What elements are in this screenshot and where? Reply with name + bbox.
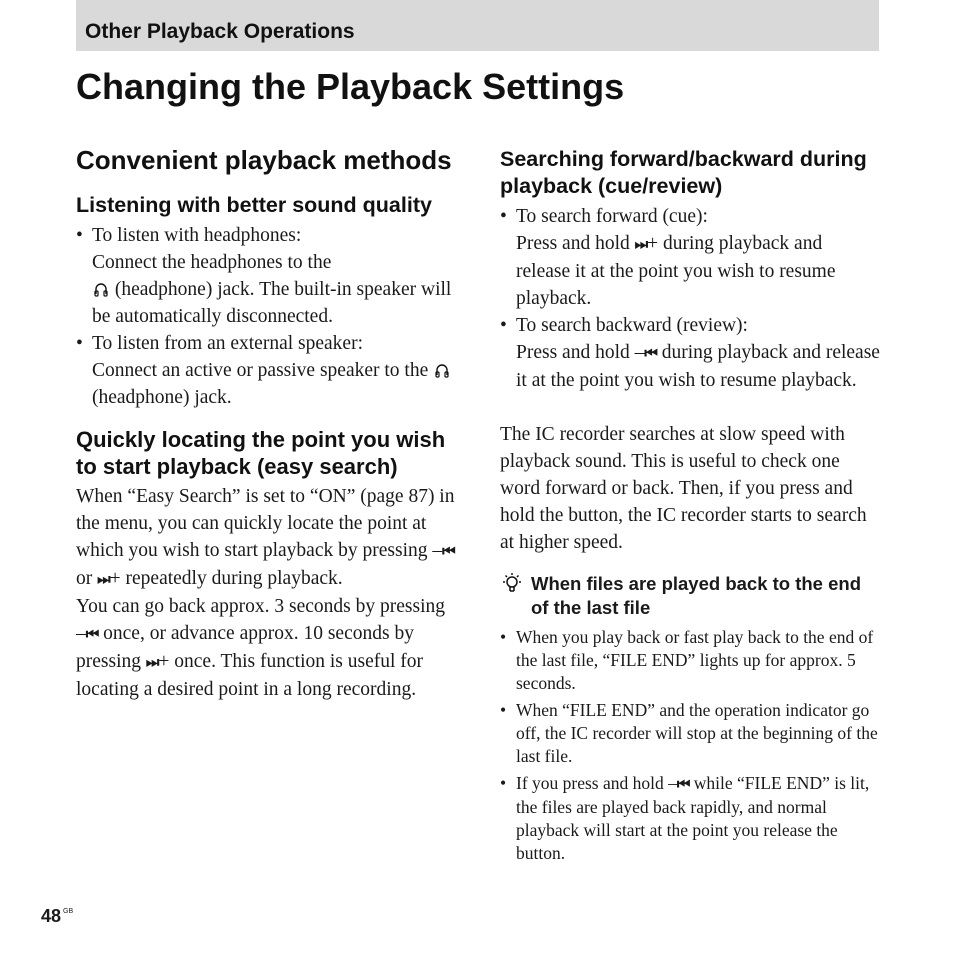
tip-box bbox=[500, 572, 880, 865]
easy-search-paragraph-1: When “Easy Search” is set to “ON” (page 87) in the menu, you can quickly locate the point at which you wish to start playback by pressing –⏮ or ⏭+ repeatedly during playback. bbox=[76, 486, 455, 589]
easy-search-paragraph-2: You can go back approx. 3 seconds by pressing –⏮ once, or advance approx. 10 seconds by pressing ⏭+ once. This function is useful for locating a desired point in a long recording. bbox=[76, 596, 446, 700]
search-speed-paragraph: The IC recorder searches at slow speed with playback sound. This is useful to check one word forward or back. Then, if you press and hold the button, the IC recorder starts to search at higher speed. bbox=[500, 424, 867, 553]
next-track-icon: ⏭ bbox=[97, 570, 110, 588]
subheading-sound-quality: Listening with better sound quality bbox=[76, 193, 432, 217]
tip-heading: When files are played back to the end of the last file bbox=[531, 573, 862, 618]
section-header: Other Playback Operations bbox=[85, 20, 355, 43]
page-title: Changing the Playback Settings bbox=[76, 66, 625, 107]
headphone-icon bbox=[435, 362, 449, 378]
list-item: • To listen with headphones: Connect the headphones to the (headphone) jack. The built-in speaker will be automatically disconnected. bbox=[76, 222, 456, 330]
subheading-easy-search: Quickly locating the point you wish to start playback (easy search) bbox=[76, 427, 446, 479]
list-item: • When you play back or fast play back to the end of the last file, “FILE END” lights up for approx. 5 seconds. bbox=[500, 626, 880, 695]
section-heading-convenient: Convenient playback methods bbox=[76, 145, 452, 175]
list-item: • To listen from an external speaker: Connect an active or passive speaker to the (headphone) jack. bbox=[76, 330, 456, 411]
prev-track-icon: ⏮ bbox=[644, 344, 657, 362]
tip-list bbox=[500, 626, 880, 865]
section-header-band bbox=[76, 0, 879, 51]
next-track-icon: ⏭ bbox=[145, 653, 159, 671]
prev-track-icon: ⏮ bbox=[442, 542, 455, 560]
lightbulb-hint-icon bbox=[500, 572, 524, 596]
left-column bbox=[76, 146, 456, 703]
sound-quality-list bbox=[76, 222, 456, 411]
region-code: GB bbox=[63, 908, 74, 915]
subheading-cue-review: Searching forward/backward during playback (cue/review) bbox=[500, 147, 867, 198]
right-column bbox=[500, 146, 880, 869]
page-number: 48 $^{GB}$ bbox=[41, 906, 74, 926]
list-item: • If you press and hold –⏮ while “FILE END” is lit, the files are played back rapidly, and normal playback will start at the point you release the button. bbox=[500, 772, 880, 865]
prev-track-icon: ⏮ bbox=[85, 625, 99, 643]
next-track-icon: ⏭ bbox=[634, 235, 648, 253]
prev-track-icon: ⏮ bbox=[676, 775, 690, 793]
list-item: • To search forward (cue): Press and hold ⏭+ during playback and release it at the point you wish to resume playback. bbox=[500, 203, 880, 312]
headphone-icon bbox=[94, 281, 108, 297]
list-item: • When “FILE END” and the operation indicator go off, the IC recorder will stop at the beginning of the last file. bbox=[500, 699, 880, 768]
cue-review-list bbox=[500, 203, 880, 394]
list-item: • To search backward (review): Press and hold –⏮ during playback and release it at the point you wish to resume playback. bbox=[500, 312, 880, 394]
